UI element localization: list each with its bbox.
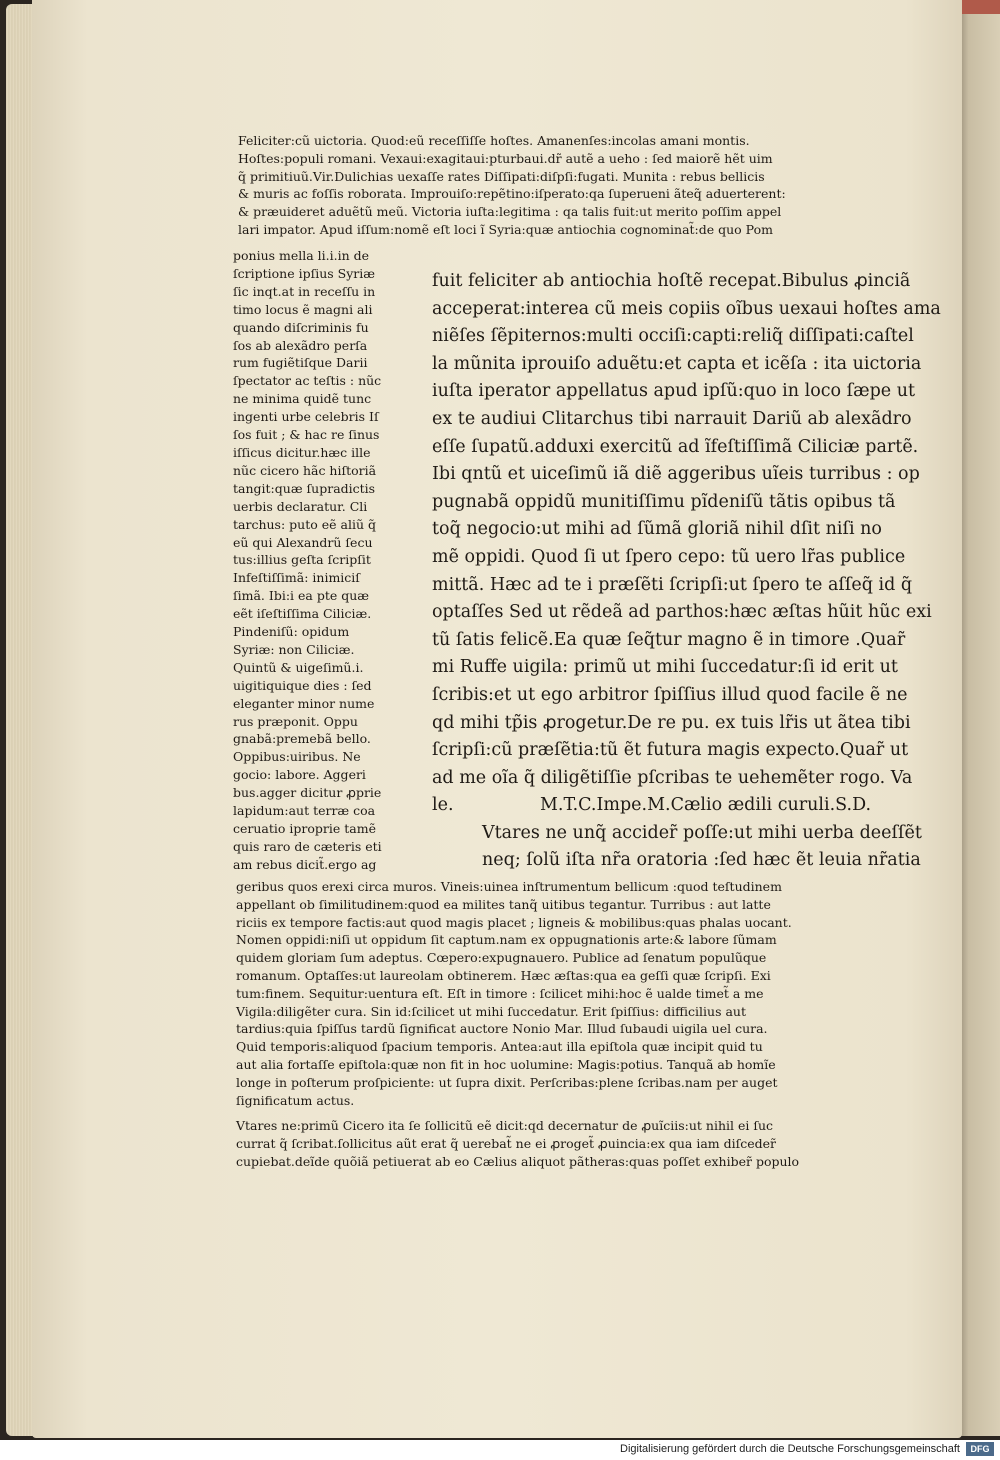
letter-heading: M.T.C.Impe.M.Cælio ædili curuli.S.D.: [540, 795, 872, 816]
commentary-line: riciis ex tempore factis:aut quod magis placet ; ligneis & mobilibus:quas phalas uocant.: [236, 914, 792, 930]
commentary-line: Quid temporis:aliquod ſpacium temporis. Antea:aut illa epiſtola quæ incipit quid tu: [236, 1039, 763, 1055]
commentary-line: ſpectator ac teſtis : nũc: [233, 373, 382, 389]
commentary-line: currat q̃ ſcribat.ſollicitus aũt erat q̃ uerebat̃ ne ei ꝓroget̃ ꝓuincia:ex qua iam diſceder̃: [236, 1136, 777, 1152]
commentary-line: geribus quos erexi circa muros. Vineis:uinea inſtrumentum bellicum :quod teſtudinem: [236, 879, 782, 894]
commentary-line: tum:finem. Sequitur:uentura eſt. Eſt in timore : ſcilicet mihi:hoc ẽ ualde timet̃ a me: [236, 985, 764, 1001]
commentary-line: & muris ac foſſis roborata. Improuiſo:repẽtino:iſperato:qa ſuperueni ãteq̃ aduerterent:: [238, 186, 786, 202]
commentary-line: rus præponit. Oppu: [233, 713, 358, 729]
commentary-line: quando diſcriminis fu: [233, 319, 369, 335]
commentary-line: bus.agger dicitur ꝓprie: [233, 785, 382, 801]
text-line: niẽſes ſẽpiternos:multi occiſi:capti:reliq̃ diſſipati:caſtel: [432, 326, 914, 347]
commentary-line: ſic inqt.at in receſſu in: [233, 283, 376, 299]
text-line: la mũnita iprouiſo aduẽtu:et capta et icẽſa : ita uictoria: [432, 353, 922, 374]
text-line: toq̃ negocio:ut mihi ad ſũmã gloriã nihil dſit niſi no: [432, 519, 882, 540]
commentary-line: uerbis declaratur. Cli: [233, 498, 368, 514]
main-letter-text: [432, 268, 941, 875]
text-line: mi Ruffe uigila: primũ ut mihi ſuccedatur:ſi id erit ut: [432, 657, 898, 678]
commentary-line: lapidum:aut terræ coa: [233, 803, 376, 819]
commentary-line: q̃ primitiuũ.Vir.Dulichias uexaſſe rates Diſſipati:diſpſi:fugati. Munita : rebus bellicis: [238, 168, 765, 184]
commentary-line: eũ qui Alexandrũ ſecu: [233, 534, 373, 550]
text-line: mẽ oppidi. Quod ſi ut ſpero cepo: tũ uero lr̃as publice: [432, 546, 906, 567]
commentary-line: ſos fuit ; & hac re ſinus: [233, 427, 380, 443]
commentary-line: tardius:quia ſpiſſus tardũ ſignificat auctore Nonio Mar. Illud ſubaudi uigila uel cura.: [236, 1021, 768, 1037]
commentary-line: eleganter minor nume: [233, 695, 375, 711]
text-line: ſcribis:et ut ego arbitror ſpiſſius illud quod facile ẽ ne: [432, 684, 908, 705]
commentary-line: am rebus dicit̃.ergo ag: [233, 856, 377, 872]
commentary-line: gnabã:premebã bello.: [233, 731, 371, 747]
commentary-line: lari impator. Apud iſſum:nomẽ eſt loci ĩ Syria:quæ antiochia cognominat̃:de quo Pom: [238, 221, 773, 237]
commentary-line: rum fugiẽtiſque Darii: [233, 355, 368, 371]
commentary-bottom: [236, 878, 916, 1171]
commentary-line: longe in poſterum proſpiciente: ut ſupra dixit. Perſcribas:plene ſcribas.nam per auget: [236, 1074, 778, 1090]
commentary-line: nũc cicero hãc hiſtoriã: [233, 462, 377, 478]
commentary-bottom-block2: [236, 1117, 916, 1170]
commentary-line: Quintũ & uigeſimũ.i.: [233, 659, 364, 675]
commentary-line: timo locus ẽ magni ali: [233, 301, 373, 317]
commentary-line: iſſicus dicitur.hæc ille: [233, 444, 371, 460]
text-line: mittã. Hæc ad te i præſẽti ſcripſi:ut ſpero te aſſeq̃ id q̃: [432, 574, 913, 595]
dfg-logo: DFG: [966, 1442, 994, 1456]
commentary-line: ceruatio iproprie tamẽ: [233, 821, 376, 836]
commentary-line: quidem gloriam ſum adeptus. Cœpero:expugnauero. Publice ad ſenatum populũque: [236, 950, 767, 966]
text-line: neq; ſolũ iſta nr̃a oratoria :ſed hæc ẽt leuia nr̃atia: [482, 850, 921, 871]
text-line: fuit feliciter ab antiochia hoſtẽ recepat.Bibulus ꝓinciã: [432, 271, 911, 291]
text-line: ad me oĩa q̃ diligẽtiſſie pſcribas te uehemẽter rogo. Va: [432, 767, 913, 788]
commentary-line: ingenti urbe celebris Iſ: [233, 409, 379, 425]
text-line: optaſſes Sed ut rẽdeã ad parthos:hæc æſtas hũit hũc exi: [432, 602, 932, 623]
text-line: ſcripſi:cũ præſẽtia:tũ ẽt futura magis expecto.Quar̃ ut: [432, 740, 909, 761]
commentary-line: Syriæ: non Ciliciæ.: [233, 641, 355, 657]
commentary-line: Pindeniſũ: opidum: [233, 624, 350, 640]
footer-credit: Digitalisierung gefördert durch die Deutsche Forschungsgemeinschaft: [620, 1443, 960, 1455]
commentary-line: ne minima quidẽ tunc: [233, 391, 372, 407]
commentary-left-column: [233, 247, 423, 874]
text-line: le.: [432, 795, 454, 816]
commentary-line: uigitiquique dies : ſed: [233, 677, 372, 693]
text-line: iuſta iperator appellatus apud ipſũ:quo in loco ſæpe ut: [432, 381, 915, 402]
text-line: ex te audiui Clitarchus tibi narrauit Dariũ ab alexãdro: [432, 408, 912, 429]
commentary-line: ſos ab alexãdro perſa: [233, 337, 368, 353]
text-line: qd mihi tp̃is ꝓrogetur.De re pu. ex tuis lr̃is ut ãtea tibi: [432, 712, 911, 733]
commentary-line: eẽt iſeſtiſſima Ciliciæ.: [233, 606, 372, 622]
letter-body: [432, 268, 941, 820]
commentary-line: Vtares ne:primũ Cicero ita ſe ſollicitũ eẽ dicit:qd decernatur de ꝓuĩciis:ut nihil ei ſuc: [236, 1118, 774, 1134]
commentary-line: ſimã. Ibi:i ea pte quæ: [233, 588, 370, 604]
text-line: tũ ſatis felicẽ.Ea quæ ſeq̃tur magno ẽ in timore .Quar̃: [432, 629, 906, 650]
commentary-line: cupiebat.deĩde quõiã petiuerat ab eo Cælius aliquot pãtheras:quas poſſet exhiber̃ populo: [236, 1153, 800, 1169]
commentary-line: Oppibus:uiribus. Ne: [233, 749, 361, 765]
text-line: acceperat:interea cũ meis copiis oĩbus uexaui hoſtes ama: [432, 298, 941, 319]
commentary-line: appellant ob ſimilitudinem:quod ea milites tanq̃ uitibus tegantur. Turribus : aut latte: [236, 896, 771, 912]
commentary-line: Vigila:diligẽter cura. Sin id:ſcilicet ut mihi ſuccedatur. Erit ſpiſſius: difficilius aut: [236, 1003, 746, 1019]
commentary-bottom-block1: [236, 878, 916, 1109]
text-line: eſſe ſupatũ.adduxi exercitũ ad ĩfeſtiſſimã Ciliciæ partẽ.: [432, 436, 919, 457]
text-line: Vtares ne unq̃ accider̃ poſſe:ut mihi uerba deeſſẽt: [482, 822, 922, 843]
commentary-line: ſignificatum actus.: [236, 1092, 355, 1108]
commentary-line: Hoſtes:populi romani. Vexaui:exagitaui:pturbaui.dr̃ autẽ a ueho : ſed maiorẽ hẽt uim: [238, 150, 773, 166]
commentary-line: & præuideret aduẽtũ meũ. Victoria iuſta:legitima : qa talis fuit:ut merito poſſim appel: [238, 204, 782, 220]
commentary-line: tarchus: puto eẽ aliũ q̃: [233, 516, 376, 532]
text-line: Ibi qntũ et uiceſimũ iã diẽ aggeribus uĩeis turribus : op: [432, 464, 920, 485]
commentary-line: aut alia fortaſſe epiſtola:quæ non fit in hoc uolumine: Magis:potius. Tanquã ab homĩe: [236, 1056, 776, 1072]
commentary-line: tus:illius geſta ſcripſit: [233, 552, 371, 568]
commentary-line: Feliciter:cũ uictoria. Quod:eũ receſſiſſe hoſtes. Amanenſes:incolas amani montis.: [238, 133, 750, 148]
commentary-line: quis raro de cæteris eti: [233, 838, 382, 854]
commentary-line: ponius mella li.i.in de: [233, 248, 370, 263]
commentary-line: Infeſtiſſimã: inimiciſ: [233, 570, 360, 586]
text-line: pugnabã oppidũ munitiſſimu pĩdeniſũ tãtis opibus tã: [432, 491, 896, 512]
commentary-line: tangit:quæ ſupradictis: [233, 480, 376, 496]
next-letter-body: [432, 820, 922, 875]
commentary-line: gocio: labore. Aggeri: [233, 767, 366, 783]
commentary-line: romanum. Optaſſes:ut laureolam obtinerem. Hæc æſtas:qua ea geſſi quæ ſcripſi. Exi: [236, 967, 771, 983]
commentary-top: [238, 132, 918, 239]
commentary-line: ſcriptione ipſius Syriæ: [233, 265, 375, 281]
commentary-line: Nomen oppidi:niſi ut oppidum ſit captum.nam ex oppugnationis arte:& labore ſũmam: [236, 932, 777, 948]
